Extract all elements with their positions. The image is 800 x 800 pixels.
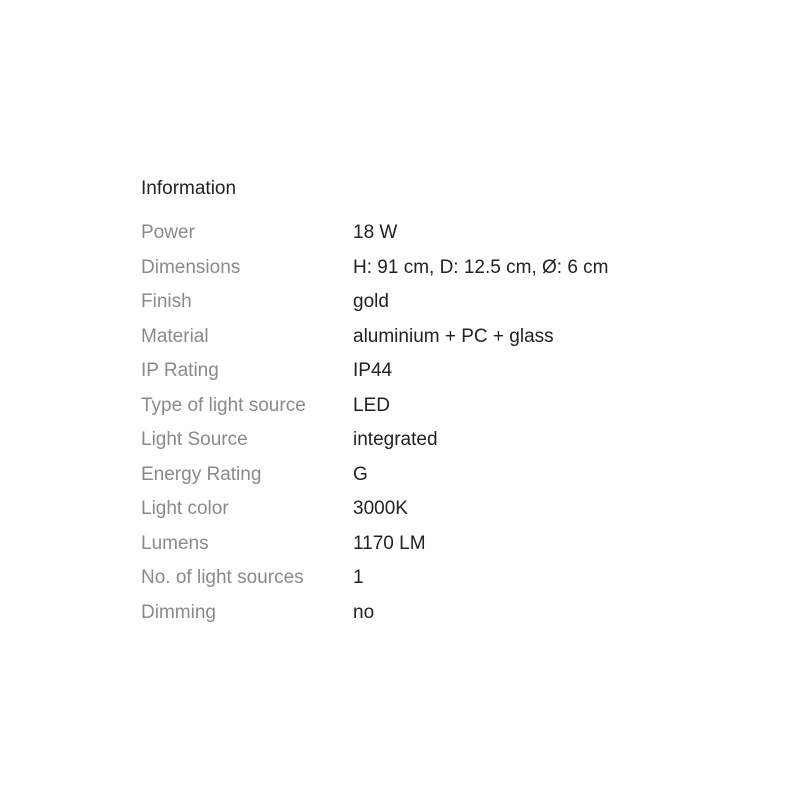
- spec-row-light-source: [141, 423, 609, 458]
- spec-label: Light color: [141, 498, 229, 519]
- spec-label: Dimming: [141, 601, 216, 623]
- spec-label: No. of light sources: [141, 567, 304, 588]
- spec-label: Energy Rating: [141, 463, 262, 485]
- spec-row-dimensions: [141, 251, 609, 286]
- spec-row-ip-rating: [141, 354, 609, 389]
- section-title: Information: [141, 178, 237, 199]
- product-information-panel: [141, 176, 701, 630]
- spec-row-light-source-type: [141, 389, 609, 424]
- spec-value: no: [353, 601, 375, 623]
- spec-row-light-source-count: [141, 561, 609, 596]
- spec-table: [141, 216, 609, 630]
- spec-value: gold: [353, 291, 389, 312]
- spec-value: 18 W: [353, 222, 398, 243]
- spec-label: Material: [141, 325, 209, 347]
- spec-label: Light Source: [141, 429, 248, 450]
- spec-value: IP44: [353, 360, 393, 381]
- spec-row-lumens: [141, 527, 609, 562]
- spec-value: G: [353, 463, 368, 485]
- spec-label: Type of light source: [141, 394, 306, 416]
- spec-label: Power: [141, 222, 195, 243]
- spec-value: 3000K: [353, 498, 408, 519]
- spec-value: H: 91 cm, D: 12.5 cm, Ø: 6 cm: [353, 256, 609, 278]
- spec-row-light-color: [141, 492, 609, 527]
- spec-value: integrated: [353, 429, 438, 450]
- spec-row-energy-rating: [141, 458, 609, 493]
- spec-value: 1: [353, 567, 364, 588]
- spec-value: 1170 LM: [353, 532, 426, 554]
- spec-value: aluminium + PC + glass: [353, 325, 554, 347]
- spec-row-power: [141, 216, 609, 251]
- spec-value: LED: [353, 394, 390, 416]
- spec-row-material: [141, 320, 609, 355]
- spec-row-finish: [141, 285, 609, 320]
- spec-row-dimming: [141, 596, 609, 631]
- spec-label: Lumens: [141, 532, 209, 554]
- spec-label: Dimensions: [141, 256, 241, 278]
- spec-label: Finish: [141, 291, 192, 312]
- spec-label: IP Rating: [141, 360, 219, 381]
